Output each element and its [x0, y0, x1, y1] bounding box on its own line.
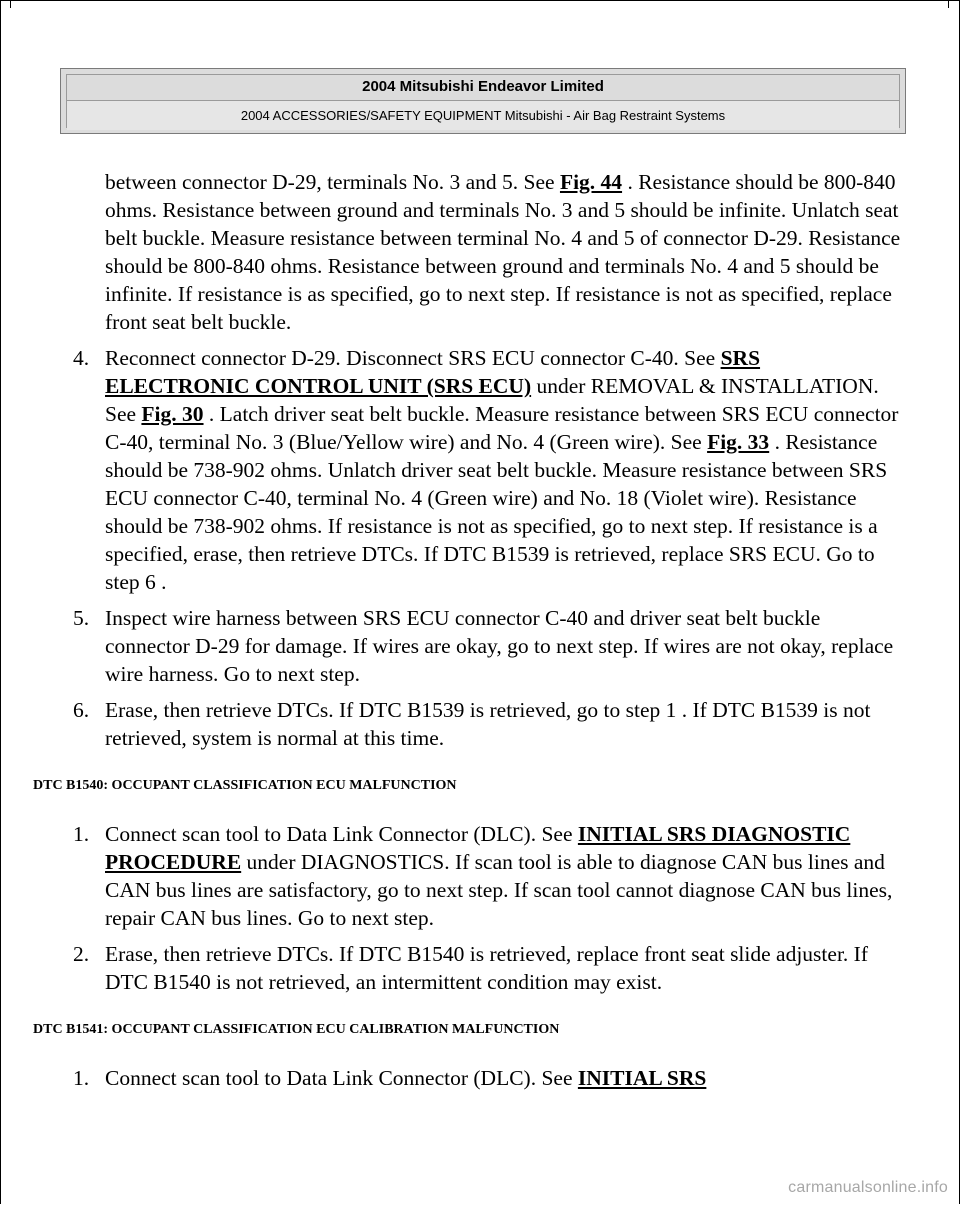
fig-44-link[interactable]: Fig. 44	[559, 170, 623, 194]
spacer	[0, 1038, 960, 1064]
list-item	[0, 696, 905, 752]
text-run: . Resistance should be 738-902 ohms. Unlatch driver seat belt buckle. Measure resistance between SRS ECU connector C-40, terminal No. 4 (Green wire) and No. 18 (Violet wire). Resistance should be 738-902 ohms. If resistance is not as specified, go to next step. If resistance is a specified, erase, then retrieve DTCs. If DTC B1539 is retrieved, replace SRS ECU. Go to step 6 .	[105, 430, 888, 594]
list-item	[0, 604, 905, 688]
step-number: 1.	[73, 1066, 90, 1090]
header-title: 2004 Mitsubishi Endeavor Limited	[362, 78, 604, 95]
step-number: 6.	[73, 698, 90, 722]
document-header	[60, 68, 906, 134]
text-run: Erase, then retrieve DTCs. If DTC B1539 is retrieved, go to step 1 . If DTC B1539 is not retrieved, system is normal at this time.	[105, 698, 871, 750]
text-run: under DIAGNOSTICS. If scan tool is able to diagnose CAN bus lines and CAN bus lines are satisfactory, go to next step. If scan tool cannot diagnose CAN bus lines, repair CAN bus lines. Go to next step.	[105, 850, 893, 930]
fig-30-link[interactable]: Fig. 30	[141, 402, 204, 426]
frame-tick	[948, 0, 949, 8]
step-number: 2.	[73, 942, 90, 966]
fig-33-link[interactable]: Fig. 33	[707, 430, 770, 454]
frame-tick	[10, 0, 11, 8]
text-run: Reconnect connector D-29. Disconnect SRS ECU connector C-40. See	[105, 346, 721, 370]
spacer	[0, 596, 960, 604]
section-heading-b1541: DTC B1541: OCCUPANT CLASSIFICATION ECU CALIBRATION MALFUNCTION	[33, 1022, 560, 1037]
list-item	[0, 820, 905, 932]
srs-ecu-link[interactable]: SRS ELECTRONIC CONTROL UNIT (SRS ECU)	[105, 346, 761, 398]
text-run: Inspect wire harness between SRS ECU connector C-40 and driver seat belt buckle connector D-29 for damage. If wires are okay, go to next step. If wires are not okay, replace wire harness. Go to next step.	[105, 606, 894, 686]
watermark-text: carmanualsonline.info	[788, 1179, 948, 1196]
document-body	[0, 168, 960, 1092]
text-run: . Resistance should be 800-840 ohms. Resistance between ground and terminals No. 3 and 5 should be infinite. Unlatch seat belt buckle. Measure resistance between terminal No. 4 and 5 of connector D-29. Resistance should be 800-840 ohms. Resistance between ground and terminals No. 4 and 5 should be infinite. If resistance is as specified, go to next step. If resistance is not as specified, replace front seat belt buckle.	[105, 170, 901, 334]
intro-paragraph	[105, 168, 905, 336]
text-run: Erase, then retrieve DTCs. If DTC B1540 is retrieved, replace front seat slide adjuster. If DTC B1540 is not retrieved, an intermittent condition may exist.	[105, 942, 868, 994]
spacer	[0, 752, 960, 778]
step-number: 1.	[73, 822, 90, 846]
spacer	[0, 336, 960, 344]
text-run: between connector D-29, terminals No. 3 and 5. See	[105, 170, 560, 194]
list-item	[0, 344, 905, 596]
list-item	[0, 940, 905, 996]
spacer	[0, 996, 960, 1022]
procedure-steps-list	[0, 820, 960, 996]
text-run: . Latch driver seat belt buckle. Measure resistance between SRS ECU connector C-40, terminal No. 3 (Blue/Yellow wire) and No. 4 (Green wire). See	[105, 402, 899, 454]
text-run: Connect scan tool to Data Link Connector (DLC). See	[105, 822, 578, 846]
header-inner-frame	[66, 74, 900, 128]
spacer	[0, 688, 960, 696]
text-run: under REMOVAL & INSTALLATION. See	[105, 374, 879, 426]
spacer	[0, 794, 960, 820]
procedure-steps-list	[0, 1064, 960, 1092]
step-number: 4.	[73, 346, 90, 370]
list-item	[0, 1064, 905, 1092]
text-run: Connect scan tool to Data Link Connector (DLC). See	[105, 1066, 578, 1090]
header-subtitle: 2004 ACCESSORIES/SAFETY EQUIPMENT Mitsubishi - Air Bag Restraint Systems	[240, 108, 726, 123]
initial-srs-diagnostic-link[interactable]: INITIAL SRS DIAGNOSTIC PROCEDURE	[105, 822, 851, 874]
initial-srs-link[interactable]: INITIAL SRS	[577, 1066, 707, 1090]
step-number: 5.	[73, 606, 90, 630]
procedure-steps-list	[0, 344, 960, 752]
spacer	[0, 932, 960, 940]
section-heading-b1540: DTC B1540: OCCUPANT CLASSIFICATION ECU MALFUNCTION	[33, 778, 457, 793]
